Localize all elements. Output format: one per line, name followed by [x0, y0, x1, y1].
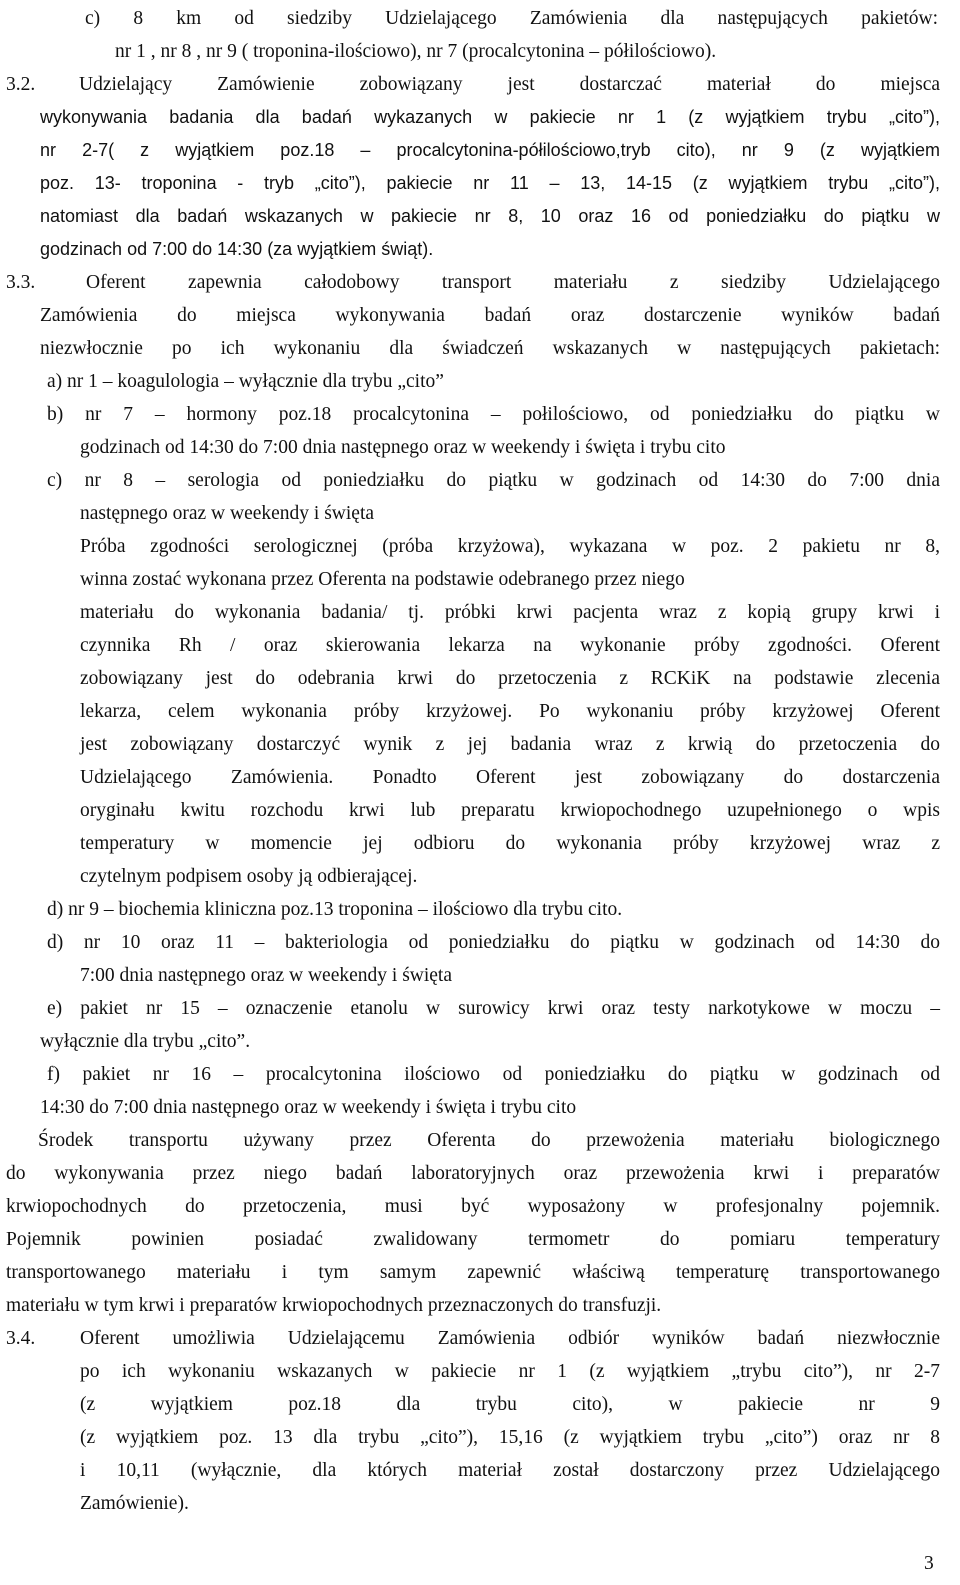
text-line: e) pakiet nr 15 – oznaczenie etanolu w surowicy krwi oraz testy narkotykowe w moczu – — [47, 998, 940, 1019]
text-line: jest zobowiązany dostarczyć wynik z jej badania wraz z krwią do przetoczenia do — [80, 734, 940, 755]
text-line: krwiopochodnych do przetoczenia, musi być wyposażony w profesjonalny pojemnik. — [6, 1196, 940, 1217]
text-line: winna zostać wykonana przez Oferenta na podstawie odebranego przez niego — [80, 569, 685, 590]
section-number-3-3 — [6, 266, 35, 299]
list-item-d-2-first — [47, 926, 940, 959]
list-item-e-cont — [40, 1025, 940, 1058]
item-c-top-cont — [115, 35, 938, 68]
text-line: Zamówienie). — [80, 1493, 189, 1514]
text-line: c) nr 8 – serologia od poniedziałku do piątku w godzinach od 14:30 do 7:00 dnia — [47, 470, 940, 491]
text-line: godzinach od 14:30 do 7:00 dnia następnego oraz w weekendy i święta i trybu cito — [80, 437, 726, 458]
section-3-4-body — [80, 1355, 940, 1520]
section-3-4-first-line — [80, 1322, 940, 1355]
section-3-3-body — [40, 299, 940, 365]
list-item-f-first — [47, 1058, 940, 1091]
text-line: f) pakiet nr 16 – procalcytonina ilościowo od poniedziałku do piątku w godzinach od — [47, 1064, 940, 1085]
section-number: 3.3. — [6, 272, 36, 293]
text-line: natomiast dla badań wskazanych w pakiecie nr 8, 10 oraz 16 od poniedziałku do piątku w — [40, 206, 940, 226]
item-c-top-first — [85, 2, 938, 35]
text-line: materiału do wykonania badania/ tj. próbki krwi pacjenta wraz z kopią grupy krwi i — [80, 602, 940, 623]
section-3-2-body — [40, 101, 940, 266]
text-line: i 10,11 (wyłącznie, dla których materiał został dostarczony przez Udzielającego — [80, 1460, 940, 1481]
text-line: Pojemnik powinien posiadać zwalidowany termometr do pomiaru temperatury — [6, 1229, 940, 1250]
text-line: d) nr 10 oraz 11 – bakteriologia od poniedziałku do piątku w godzinach od 14:30 do — [47, 932, 940, 953]
text-line: oryginału kwitu rozchodu krwi lub preparatu krwiopochodnego uzupełnionego o wpis — [80, 800, 940, 821]
text-line: 14:30 do 7:00 dnia następnego oraz w weekendy i święta i trybu cito — [40, 1097, 577, 1118]
list-item-d-1 — [47, 893, 940, 926]
text-line: Zamówienia do miejsca wykonywania badań oraz dostarczenie wyników badań — [40, 305, 940, 326]
text-line: a) nr 1 – koagulologia – wyłącznie dla trybu „cito” — [47, 371, 444, 392]
list-item-a — [47, 365, 927, 398]
section-number: 3.4. — [6, 1328, 36, 1349]
section-number-3-2 — [6, 68, 35, 101]
text-line: Środek transportu używany przez Oferenta do przewożenia materiału biologicznego — [38, 1130, 940, 1151]
text-line: transportowanego materiału i tym samym zapewnić właściwą temperaturę transportowanego — [6, 1262, 940, 1283]
text-line: czynnika Rh / oraz skierowania lekarza na wykonanie próby zgodności. Oferent — [80, 635, 940, 656]
text-line: do wykonywania przez niego badań laboratoryjnych oraz przewożenia krwi i preparatów — [6, 1163, 940, 1184]
text-line: czytelnym podpisem osoby ją odbierającej. — [80, 866, 418, 887]
text-line: Próba zgodności serologicznej (próba krzyżowa), wykazana w poz. 2 pakietu nr 8, — [80, 536, 940, 557]
text-line: godzinach od 7:00 do 14:30 (za wyjątkiem świąt). — [40, 239, 434, 259]
page-number — [924, 1547, 934, 1580]
text-line: następnego oraz w weekendy i święta — [80, 503, 375, 524]
transport-paragraph — [6, 1124, 940, 1322]
list-item-b-first — [47, 398, 940, 431]
text-line: (z wyjątkiem poz. 13 dla trybu „cito”), 15,16 (z wyjątkiem trybu „cito”) oraz nr 8 — [80, 1427, 940, 1448]
text-line: (z wyjątkiem poz.18 dla trybu cito), w pakiecie nr 9 — [80, 1394, 940, 1415]
text-line: nr 2-7( z wyjątkiem poz.18 – procalcytonina-półilościowo,tryb cito), nr 9 (z wyjątkiem — [40, 140, 940, 160]
text-line: niezwłocznie po ich wykonaniu dla świadczeń wskazanych w następujących pakietach: — [40, 338, 940, 359]
list-item-f-cont — [40, 1091, 940, 1124]
text-line: Udzielający Zamówienie zobowiązany jest dostarczać materiał do miejsca — [79, 74, 940, 95]
text-line: materiału w tym krwi i preparatów krwiopochodnych przeznaczonych do transfuzji. — [6, 1295, 662, 1316]
text-line: poz. 13- troponina - tryb „cito”), pakiecie nr 11 – 13, 14-15 (z wyjątkiem trybu „cito”), — [40, 173, 940, 193]
section-3-2-first-line — [79, 68, 940, 101]
text-line: lekarza, celem wykonania próby krzyżowej. Po wykonaniu próby krzyżowej Oferent — [80, 701, 940, 722]
text-line: wyłącznie dla trybu „cito”. — [40, 1031, 251, 1052]
section-3-3-first-line — [86, 266, 940, 299]
text-line: Oferent zapewnia całodobowy transport materiału z siedziby Udzielającego — [86, 272, 940, 293]
list-item-e-first — [47, 992, 940, 1025]
text-line: po ich wykonaniu wskazanych w pakiecie nr 1 (z wyjątkiem „trybu cito”), nr 2-7 — [80, 1361, 940, 1382]
text-line: wykonywania badania dla badań wykazanych w pakiecie nr 1 (z wyjątkiem trybu „cito”), — [40, 107, 940, 127]
text-line: 7:00 dnia następnego oraz w weekendy i święta — [80, 965, 453, 986]
text-line: Udzielającego Zamówienia. Ponadto Oferent jest zobowiązany do dostarczenia — [80, 767, 940, 788]
text-line: d) nr 9 – biochemia kliniczna poz.13 troponina – ilościowo dla trybu cito. — [47, 899, 623, 920]
text-line: nr 1 , nr 8 , nr 9 ( troponina-ilościowo), nr 7 (procalcytonina – półilościowo). — [115, 41, 717, 62]
list-item-d-2-cont — [80, 959, 940, 992]
list-item-c-first — [47, 464, 940, 497]
list-item-b-cont — [80, 431, 940, 464]
section-number-3-4 — [6, 1322, 35, 1355]
text-line: b) nr 7 – hormony poz.18 procalcytonina – połilościowo, od poniedziałku do piątku w — [47, 404, 940, 425]
list-item-c-body — [80, 497, 940, 893]
text-line: c) 8 km od siedziby Udzielającego Zamówienia dla następujących pakietów: — [85, 8, 938, 29]
page-number-text: 3 — [924, 1553, 934, 1574]
text-line: Oferent umożliwia Udzielającemu Zamówienia odbiór wyników badań niezwłocznie — [80, 1328, 940, 1349]
section-number: 3.2. — [6, 74, 36, 95]
text-line: zobowiązany jest do odebrania krwi do przetoczenia z RCKiK na podstawie zlecenia — [80, 668, 940, 689]
text-line: temperatury w momencie jej odbioru do wykonania próby krzyżowej wraz z — [80, 833, 940, 854]
